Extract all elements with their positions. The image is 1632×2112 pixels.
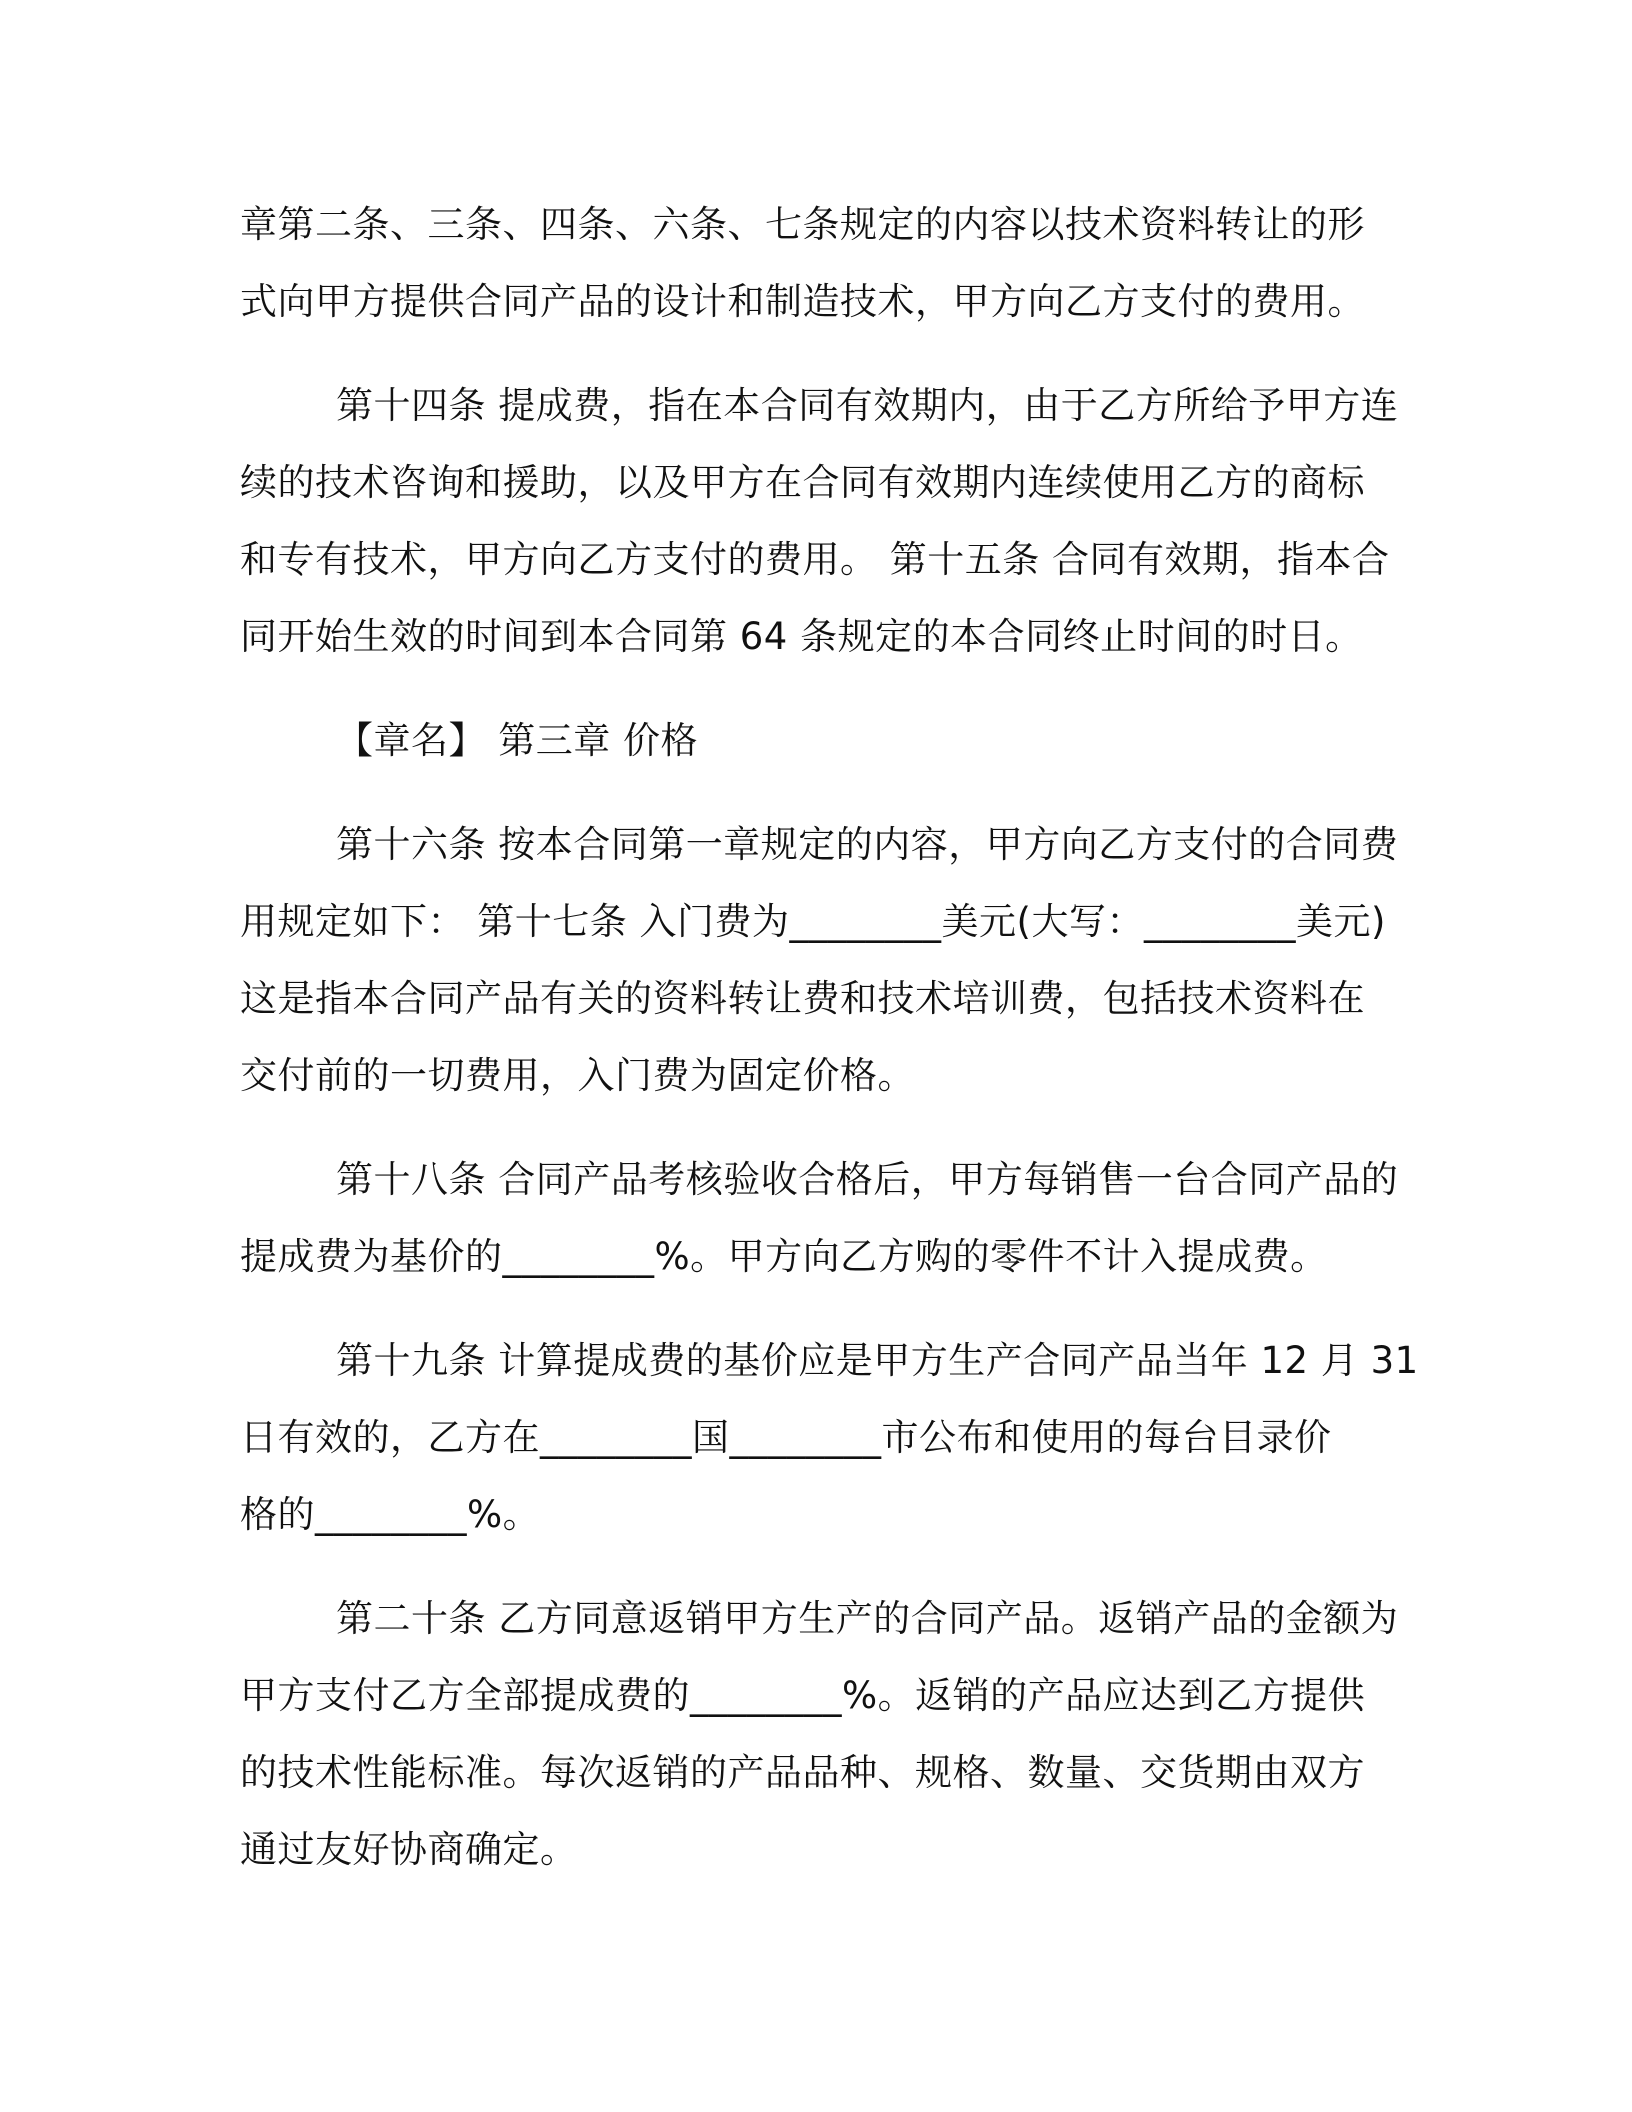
paragraph-line: 的技术性能标准。每次返销的产品品种、规格、数量、交货期由双方 [240,1751,1365,1794]
document-body [240,186,1419,1888]
article-16-line: 第十六条 按本合同第一章规定的内容，甲方向乙方支付的合同费 [336,823,1399,866]
paragraph-line: 和专有技术，甲方向乙方支付的费用。 第十五条 合同有效期，指本合 [240,538,1390,581]
paragraph-line: 提成费为基价的________%。甲方向乙方购的零件不计入提成费。 [240,1235,1328,1278]
paragraph-line: 用规定如下： 第十七条 入门费为________美元(大写：________美元) [240,900,1386,943]
paragraph-line: 日有效的，乙方在________国________市公布和使用的每台目录价 [240,1416,1332,1459]
article-14-line: 第十四条 提成费，指在本合同有效期内，由于乙方所给予甲方连 [336,384,1399,427]
article-20-line: 第二十条 乙方同意返销甲方生产的合同产品。返销产品的金额为 [336,1597,1399,1640]
paragraph-line: 交付前的一切费用，入门费为固定价格。 [240,1054,915,1097]
paragraph-line: 同开始生效的时间到本合同第 64 条规定的本合同终止时间的时日。 [240,615,1363,658]
paragraph-line: 续的技术咨询和援助，以及甲方在合同有效期内连续使用乙方的商标 [240,461,1365,504]
article-19-line: 第十九条 计算提成费的基价应是甲方生产合同产品当年 12 月 31 [336,1339,1419,1382]
chapter-heading: 【章名】 第三章 价格 [336,719,699,762]
paragraph-line: 章第二条、三条、四条、六条、七条规定的内容以技术资料转让的形 [240,203,1365,246]
article-18-line: 第十八条 合同产品考核验收合格后，甲方每销售一台合同产品的 [336,1158,1399,1201]
paragraph-line: 通过友好协商确定。 [240,1828,578,1871]
paragraph-line: 这是指本合同产品有关的资料转让费和技术培训费，包括技术资料在 [240,977,1365,1020]
paragraph-line: 甲方支付乙方全部提成费的________%。返销的产品应达到乙方提供 [240,1674,1366,1717]
paragraph-line: 格的________%。 [240,1493,541,1536]
paragraph-line: 式向甲方提供合同产品的设计和制造技术，甲方向乙方支付的费用。 [240,280,1365,323]
